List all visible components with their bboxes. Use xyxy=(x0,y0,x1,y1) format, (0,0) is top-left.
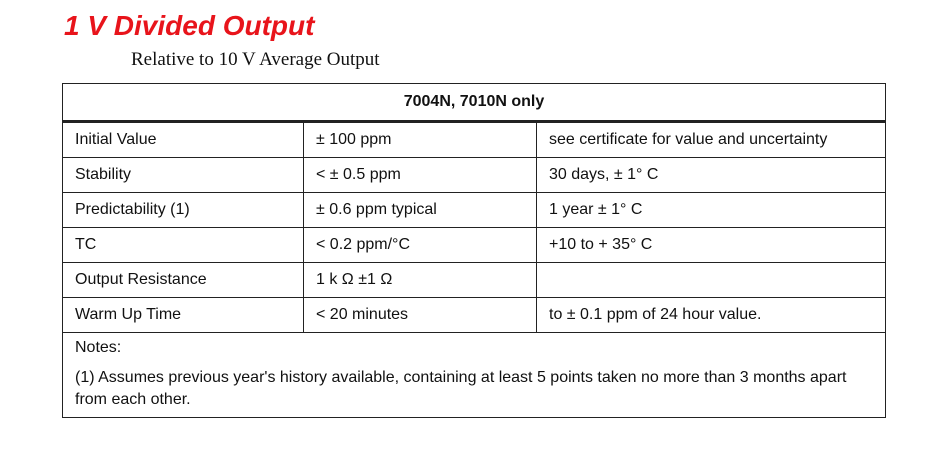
notes-row xyxy=(63,333,886,418)
table-row xyxy=(63,263,886,298)
page-title: 1 V Divided Output xyxy=(64,10,315,41)
table-header-row xyxy=(63,84,886,122)
row-condition: 30 days, ± 1° C xyxy=(537,158,886,193)
notes-text: (1) Assumes previous year's history available, containing at least 5 points taken no more than 3 months apart from each other. xyxy=(75,369,847,408)
table-row xyxy=(63,228,886,263)
table-row xyxy=(63,193,886,228)
table-row xyxy=(63,298,886,333)
notes-label: Notes: xyxy=(75,339,122,356)
row-value: < 0.2 ppm/°C xyxy=(304,228,537,263)
row-value: < ± 0.5 ppm xyxy=(304,158,537,193)
row-condition xyxy=(537,263,886,298)
row-parameter: Warm Up Time xyxy=(63,298,304,333)
row-value: ± 0.6 ppm typical xyxy=(304,193,537,228)
spec-table xyxy=(62,83,886,418)
row-condition: see certificate for value and uncertainty xyxy=(537,122,886,158)
row-parameter: Stability xyxy=(63,158,304,193)
table-row xyxy=(63,122,886,158)
page-subtitle: Relative to 10 V Average Output xyxy=(131,49,380,70)
row-value: 1 k Ω ±1 Ω xyxy=(304,263,537,298)
row-value: < 20 minutes xyxy=(304,298,537,333)
table-header: 7004N, 7010N only xyxy=(63,84,886,122)
row-condition: 1 year ± 1° C xyxy=(537,193,886,228)
row-parameter: TC xyxy=(63,228,304,263)
row-condition: +10 to + 35° C xyxy=(537,228,886,263)
row-parameter: Initial Value xyxy=(63,122,304,158)
row-condition: to ± 0.1 ppm of 24 hour value. xyxy=(537,298,886,333)
table-row xyxy=(63,158,886,193)
row-parameter: Output Resistance xyxy=(63,263,304,298)
row-value: ± 100 ppm xyxy=(304,122,537,158)
row-parameter: Predictability (1) xyxy=(63,193,304,228)
notes-cell xyxy=(63,333,886,418)
